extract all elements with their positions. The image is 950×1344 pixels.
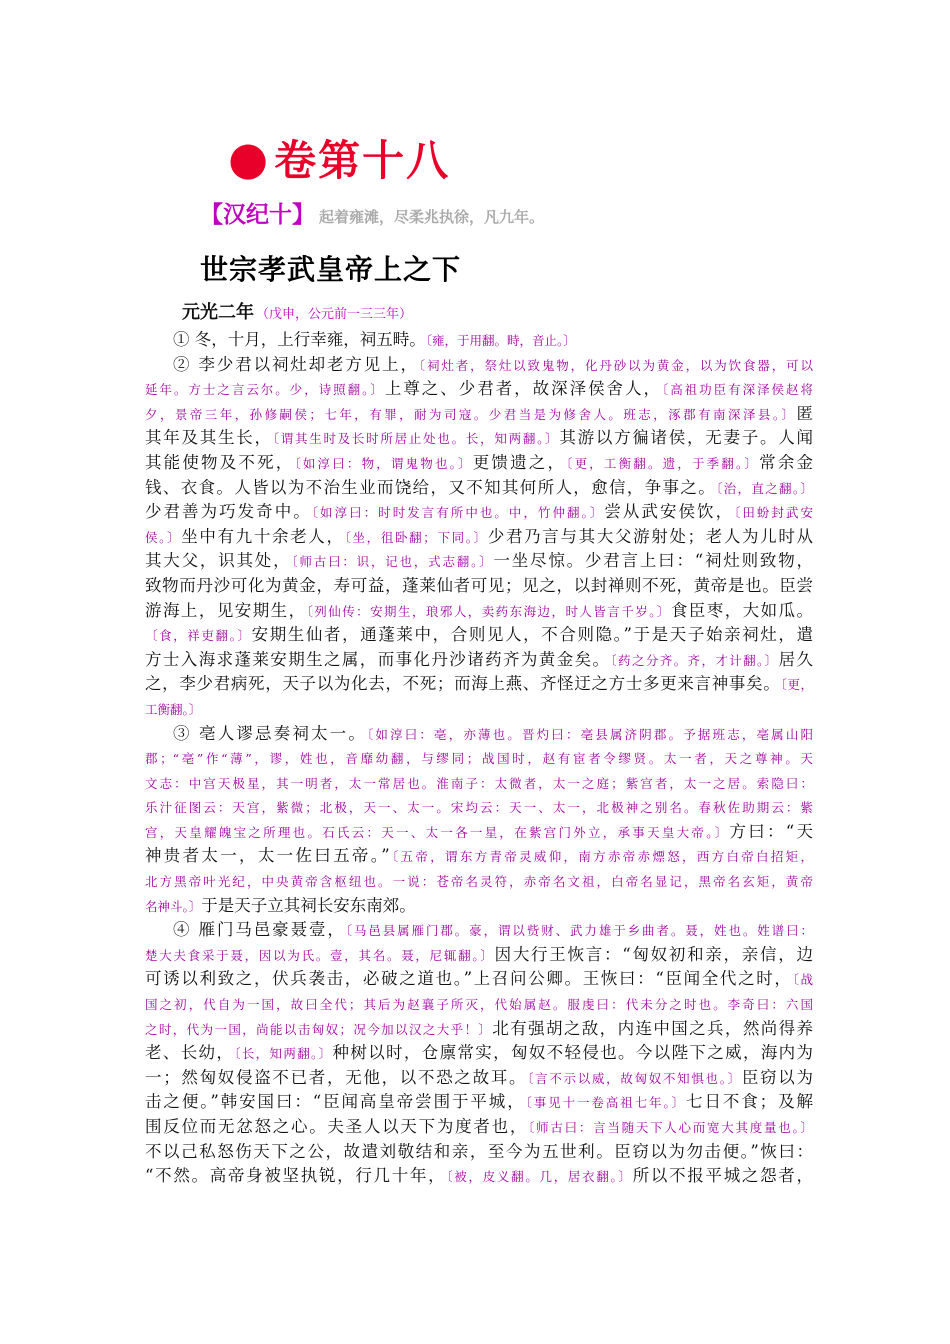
text-line — [145, 844, 813, 869]
annotation-text: 〔治，直之翻。〕 — [716, 480, 813, 496]
text-line — [145, 426, 813, 451]
annotation-text: 〔师古曰：识，记也，式志翻。〕 — [291, 554, 494, 570]
main-text: 一坐尽惊。少君言上曰：“祠灶则致物， — [493, 551, 813, 571]
main-text: 方曰：“天 — [729, 821, 813, 841]
annotation-text: 〔马邑县属雁门郡。豪，谓以赀财、武力雄于乡曲者。聂，姓也。姓谱曰： — [345, 923, 813, 939]
emperor-title: 世宗孝武皇帝上之下 — [200, 253, 462, 286]
annotation-text: 〔如淳曰：时时发言有所中也。中，竹仲翻。〕 — [311, 505, 605, 521]
annotation-text: 夕，景帝三年，孙修嗣侯；七年，有罪，耐为司寇。少君当是为修舍人。班志，涿郡有南深泽县。〕 — [145, 406, 797, 422]
main-text: 安期生仙者，通蓬莱中，合则见人，不合则隐。”于是天子始亲祠灶，遣 — [251, 625, 813, 645]
year-title: 元光二年 — [182, 302, 254, 323]
volume-heading — [228, 128, 450, 188]
main-text: 其大父，识其处， — [145, 551, 292, 571]
annotation-text: 〔如淳曰：物，谓鬼物也。〕 — [294, 455, 473, 471]
annotation-text: 国之初，代自为一国，故曰全代；其后为赵襄子所灭，代始属赵。服虔曰：代未分之时也。李奇曰：六国 — [145, 997, 813, 1013]
annotation-text: 之时，代为一国，尚能以击匈奴；况今加以汉之大乎！〕 — [145, 1021, 493, 1037]
main-text: 七日不食；及解 — [686, 1092, 813, 1112]
text-line — [145, 1017, 813, 1042]
main-text: ① 冬，十月，上行幸雍，祠五畤。 — [173, 330, 426, 349]
text-line — [145, 820, 813, 845]
text-line — [145, 402, 813, 427]
text-line — [145, 943, 813, 968]
annotation-text: 工衡翻。〕 — [145, 701, 202, 717]
text-line — [145, 992, 813, 1017]
text-line — [145, 599, 813, 624]
main-text: ③ 亳人谬忌奏祠太一。 — [173, 723, 367, 743]
annotation-text: 〔药之分齐。齐，才计翻。〕 — [610, 652, 779, 668]
annotation-text: 宫，天皇耀魄宝之所理也。石氏云：天一、太一各一星，在紫宫门外立，承事天皇大帝。〕 — [145, 824, 730, 840]
text-line — [145, 672, 813, 697]
main-text: 匿 — [796, 403, 813, 423]
main-text: ② 李少君以祠灶却老方见上， — [173, 354, 419, 374]
annotation-text: 〔食，祥吏翻。〕 — [145, 628, 252, 644]
annotation-text: 〔田蚡封武安 — [734, 505, 813, 521]
annotation-text: 〔祠灶者，祭灶以致鬼物，化丹砂以为黄金，以为饮食器，可以 — [418, 357, 813, 373]
text-line — [145, 623, 813, 648]
annotation-text: 〔长，知两翻。〕 — [234, 1046, 333, 1062]
text-line — [145, 648, 813, 673]
main-text: 更馈遗之， — [472, 452, 567, 472]
text-line — [145, 697, 813, 722]
text-line — [145, 476, 813, 501]
annotation-text: 延年。方士之言云尔。少，诗照翻。〕 — [145, 382, 385, 398]
main-text: 可诱以利致之，伏兵袭击，必破之道也。”上召问公卿。王恢曰：“臣闻全代之时， — [145, 969, 793, 989]
main-text: 其能使物及不死， — [145, 452, 295, 472]
main-text: 尝从武安侯饮， — [604, 502, 735, 522]
red-bullet-icon: ● — [228, 131, 269, 185]
text-line — [145, 451, 813, 476]
annotation-text: 〔高祖功臣有深泽侯赵将 — [661, 382, 813, 398]
annotation-text: 〔言不示以威，故匈奴不知惧也。〕 — [527, 1070, 742, 1086]
text-line — [145, 967, 813, 992]
main-text: 种树以时，仓廪常实，匈奴不轻侵也。今以陛下之威，海内为 — [332, 1043, 813, 1063]
text-line — [145, 795, 813, 820]
annotation-text: 〔被，皮义翻。几，居衣翻。〕 — [446, 1169, 633, 1185]
text-line — [145, 525, 813, 550]
annotation-text: 文志：中宫天极星，其一明者，太一常居也。淮南子：太微者，太一之庭；紫宫者，太一之居。索隐曰： — [145, 775, 813, 791]
text-line — [145, 549, 813, 574]
text-line — [145, 1090, 813, 1115]
text-line — [145, 1066, 813, 1091]
main-text: ④ 雁门马邑豪聂壹， — [173, 920, 346, 940]
main-text: 少君善为巧发奇中。 — [145, 502, 312, 522]
annotation-text: 〔列仙传：安期生，琅邪人，卖药东海边，时人皆言千岁。〕 — [306, 603, 671, 619]
volume-title: 卷第十八 — [274, 136, 451, 185]
text-line — [145, 869, 813, 894]
text-line — [145, 500, 813, 525]
main-text: 其年及其生长， — [145, 428, 273, 448]
main-text: 于是天子立其祠长安东南郊。 — [201, 895, 416, 915]
main-text: 臣窃以为 — [741, 1067, 813, 1087]
annotation-text: 北方黑帝叶光纪，中央黄帝含枢纽也。一说：苍帝名灵符，赤帝名文祖，白帝名显记，黑帝名玄矩，黄帝 — [145, 874, 813, 890]
text-line — [145, 771, 813, 796]
text-line — [145, 353, 813, 378]
text-line — [145, 894, 813, 919]
main-text: 老、长幼， — [145, 1043, 235, 1063]
annotation-text: 名神斗。〕 — [145, 898, 202, 914]
main-text: 所以不报平城之怨者， — [632, 1166, 813, 1186]
text-line — [145, 1140, 813, 1165]
main-text: “不然。高帝身被坚执锐，行几十年， — [145, 1166, 447, 1186]
body-text — [145, 328, 813, 1189]
annotation-text: 侯。〕 — [145, 529, 182, 545]
main-text: 少君乃言与其大父游射处；老人为儿时从 — [487, 526, 813, 546]
main-text: 不以己私怒伤天下之公，故遣刘敬结和亲，至今为五世利。臣窃以为勿击便。”恢曰： — [145, 1141, 813, 1161]
text-line — [145, 574, 813, 599]
year-heading — [182, 298, 412, 324]
annotation-text: 郡；“亳”作“薄”，谬，姓也，音靡幼翻，与缪同；战国时，赵有宦者令缪贤。太一者，天之尊神。天 — [145, 751, 813, 767]
annotation-text: 〔师古曰：言当随天下人心而宽大其度量也。〕 — [528, 1120, 813, 1135]
main-text: 常余金 — [759, 452, 813, 472]
text-line — [145, 1115, 813, 1140]
text-line — [145, 328, 813, 353]
main-text: 一；然匈奴侵盗不已者，无他，以不恐之故耳。 — [145, 1067, 528, 1087]
main-text: 游海上，见安期生， — [145, 600, 307, 620]
annotation-text: 乐汁征图云：天宫，紫微；北极，天一、太一。宋均云：天一、太一，北极神之别名。春秋佐助期云：紫 — [145, 800, 813, 816]
text-line — [145, 746, 813, 771]
main-text: 上尊之、少君者，故深泽侯舍人， — [384, 379, 662, 399]
main-text: 致物而丹沙可化为黄金，寿可益，蓬莱仙者可见；见之，以封禅则不死，黄帝是也。臣尝 — [145, 575, 813, 595]
main-text: 钱、衣食。人皆以为不治生业而饶给，又不知其何所人，愈信，争事之。 — [145, 477, 717, 497]
annotation-text: 〔战 — [792, 972, 813, 988]
text-line — [145, 1164, 813, 1189]
annotation-text: 〔更， — [780, 677, 813, 693]
main-text: 其游以方徧诸侯，无妻子。人闻 — [559, 428, 813, 448]
annotation-text: 〔五帝，谓东方青帝灵威仰，南方赤帝赤熛怒，西方白帝白招矩， — [389, 849, 813, 865]
annotation-text: 〔坐，徂卧翻；下同。〕 — [344, 529, 488, 545]
main-text: 坐中有九十余老人， — [181, 526, 345, 546]
annotation-text: 〔雍，于用翻。畤，音止。〕 — [425, 333, 576, 348]
text-line — [145, 1041, 813, 1066]
main-text: 居久 — [778, 649, 813, 669]
main-text: 击之便。”韩安国曰：“臣闻高皇帝尝围于平城， — [145, 1092, 526, 1112]
main-text: 神贵者太一，太一佐曰五帝。” — [145, 846, 390, 866]
text-line — [145, 918, 813, 943]
annotation-text: 〔谓其生时及长时所居止处也。长，知两翻。〕 — [272, 431, 560, 447]
annotation-text: 〔事见十一卷高祖七年。〕 — [525, 1095, 687, 1111]
main-text: 北有强胡之敌，内连中国之兵，然尚得养 — [492, 1018, 813, 1038]
main-text: 之，李少君病死，天子以为化去，不死；而海上燕、齐怪迂之方士多更来言神事矣。 — [145, 674, 781, 694]
year-note: （戊申，公元前一三三年） — [256, 307, 413, 322]
annotation-text: 楚大夫食采于聂，因以为氏。壹，其名。聂，尼辄翻。〕 — [145, 947, 495, 963]
main-text: 方士入海求蓬莱安期生之属，而事化丹沙诸药齐为黄金矣。 — [145, 649, 611, 669]
main-text: 围反位而无忿怒之心。夫圣人以天下为度者也， — [145, 1117, 529, 1136]
text-line — [145, 377, 813, 402]
annotation-text: 〔更，工衡翻。遗，于季翻。〕 — [566, 455, 760, 471]
era-heading — [200, 196, 544, 229]
era-note: 起着雍滩，尽柔兆执徐，凡九年。 — [319, 208, 545, 226]
text-line — [145, 722, 813, 747]
annotation-text: 〔如淳曰：亳，亦薄也。晋灼曰：亳县属济阴郡。予据班志，亳属山阳 — [367, 726, 813, 742]
main-text: 食臣枣，大如瓜。 — [670, 600, 813, 620]
main-text: 因大行王恢言：“匈奴初和亲，亲信，边 — [494, 944, 813, 964]
era-title: 【汉纪十】 — [200, 202, 315, 228]
